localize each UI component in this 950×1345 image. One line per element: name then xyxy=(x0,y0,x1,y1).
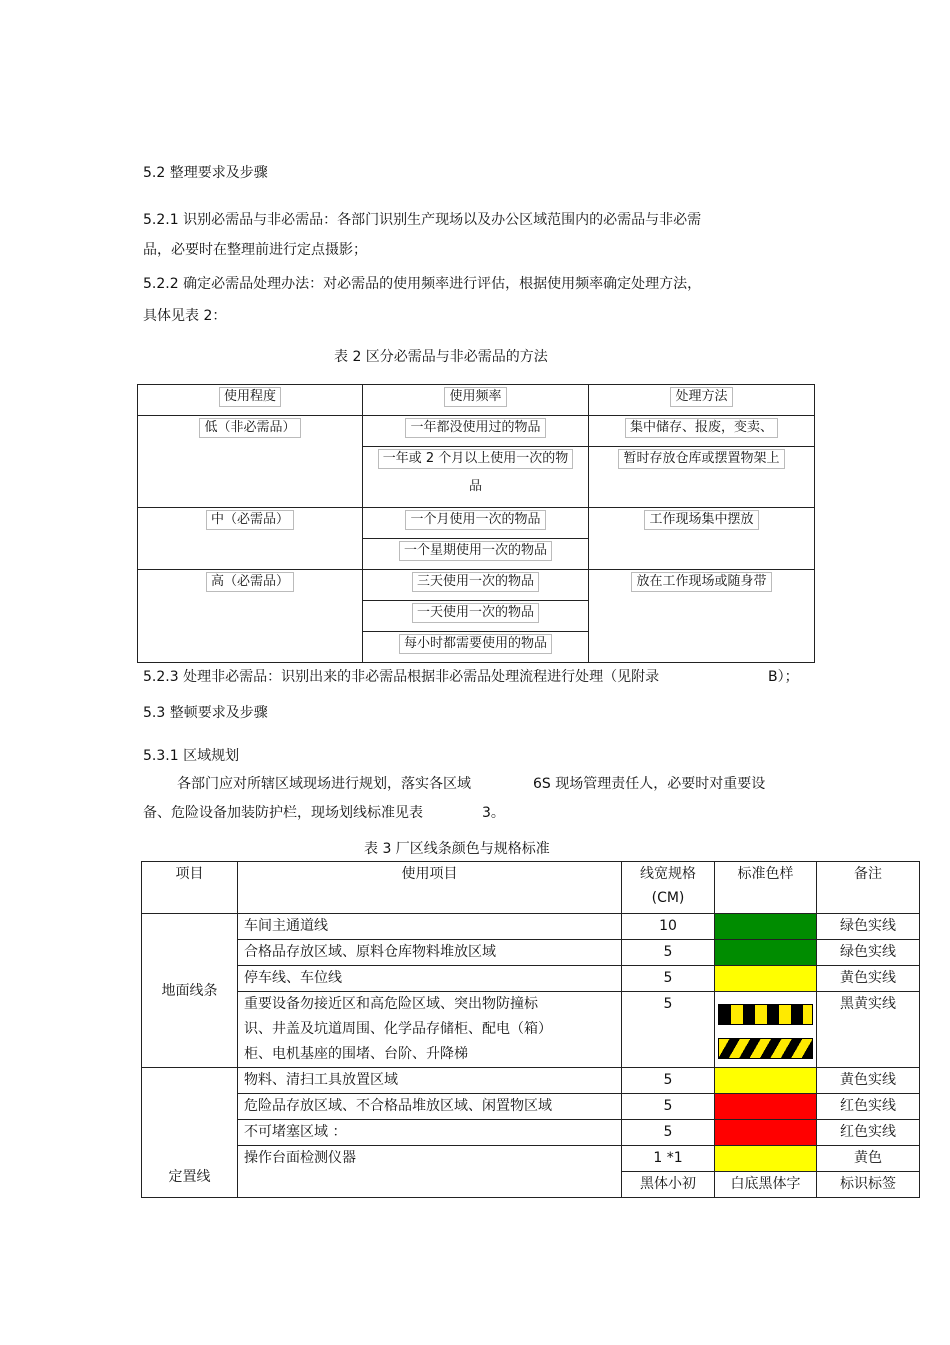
use-cell: 合格品存放区域、原料仓库物料堆放区域 xyxy=(238,940,622,966)
hazard-stripe-checker xyxy=(718,1004,813,1025)
note-cell: 红色实线 xyxy=(817,1094,920,1120)
para-5-2-2-line2: 具体见表 2： xyxy=(143,308,227,324)
para-5-3-1-line1: 各部门应对所辖区域现场进行规划，落实各区域 xyxy=(177,776,471,792)
color-cell: 白底黑体字 xyxy=(715,1172,817,1198)
para-5-2-1-line1: 5.2.1 识别必需品与非必需品：各部门识别生产现场以及办公区域范围内的必需品与非必需 xyxy=(143,212,702,228)
use-cell: 操作台面检测仪器 xyxy=(238,1146,622,1198)
note-cell: 红色实线 xyxy=(817,1120,920,1146)
table2-header-usage: 使用程度 xyxy=(219,387,281,407)
color-cell xyxy=(715,966,817,992)
table-row xyxy=(138,570,815,601)
table3-header-width xyxy=(622,862,715,914)
para-5-3-1-line2b: 3。 xyxy=(482,805,505,821)
table3-header-row xyxy=(142,862,920,914)
width-cell: 5 xyxy=(622,1068,715,1094)
color-swatch xyxy=(715,940,816,965)
table2-header-frequency: 使用频率 xyxy=(444,387,506,407)
color-cell xyxy=(715,992,817,1068)
freq-cell: 一年都没使用过的物品 xyxy=(405,418,545,438)
freq-cell: 一天使用一次的物品 xyxy=(412,603,539,623)
section-5-3-title: 5.3 整顿要求及步骤 xyxy=(143,705,268,721)
color-cell xyxy=(715,1094,817,1120)
width-cell: 5 xyxy=(622,966,715,992)
table3-header-item: 项目 xyxy=(142,862,238,914)
color-swatch xyxy=(715,1068,816,1093)
freq-cell: 三天使用一次的物品 xyxy=(412,572,539,592)
table-row xyxy=(142,966,920,992)
section-5-3-1-title: 5.3.1 区域规划 xyxy=(143,748,240,764)
width-cell: 10 xyxy=(622,914,715,940)
method-cell: 集中储存、报废，变卖、 xyxy=(625,418,778,438)
width-cell: 5 xyxy=(622,940,715,966)
hazard-stripe-swatch xyxy=(715,992,816,1066)
freq-cell: 每小时都需要使用的物品 xyxy=(399,634,552,654)
para-5-2-2-line1: 5.2.2 确定必需品处理办法：对必需品的使用频率进行评估，根据使用频率确定处理方法， xyxy=(143,276,702,292)
method-cell: 工作现场集中摆放 xyxy=(644,510,758,530)
usage-low: 低（非必需品） xyxy=(199,418,300,438)
color-swatch xyxy=(715,1094,816,1119)
use-cell: 危险品存放区域、不合格品堆放区域、闲置物区域 xyxy=(238,1094,622,1120)
group-fixed: 定置线 xyxy=(142,1068,238,1198)
table3-header-color: 标准色样 xyxy=(715,862,817,914)
use-cell: 停车线、车位线 xyxy=(238,966,622,992)
table-row xyxy=(142,1094,920,1120)
para-5-2-1-line2: 品，必要时在整理前进行定点摄影； xyxy=(143,242,367,258)
usage-high: 高（必需品） xyxy=(206,572,294,592)
freq-cell: 一个月使用一次的物品 xyxy=(405,510,545,530)
note-cell: 黑黄实线 xyxy=(817,992,920,1068)
color-swatch xyxy=(715,1146,816,1171)
table3-header-use: 使用项目 xyxy=(238,862,622,914)
color-cell xyxy=(715,1068,817,1094)
table2 xyxy=(137,384,815,663)
use-cell: 车间主通道线 xyxy=(238,914,622,940)
table-row xyxy=(142,1068,920,1094)
table-row xyxy=(142,914,920,940)
note-cell: 绿色实线 xyxy=(817,940,920,966)
table3-header-note: 备注 xyxy=(817,862,920,914)
table-row xyxy=(142,1146,920,1172)
table-row xyxy=(142,992,920,1068)
color-cell xyxy=(715,1146,817,1172)
note-cell: 绿色实线 xyxy=(817,914,920,940)
table2-caption: 表 2 区分必需品与非必需品的方法 xyxy=(334,349,548,365)
color-cell xyxy=(715,940,817,966)
use-cell xyxy=(238,992,622,1068)
table3-header-width-unit: (CM) xyxy=(651,890,685,906)
hazard-stripe-diagonal xyxy=(718,1038,813,1059)
color-cell xyxy=(715,1120,817,1146)
method-cell: 暂时存放仓库或摆置物架上 xyxy=(618,449,784,469)
color-swatch xyxy=(715,1120,816,1145)
color-swatch xyxy=(715,966,816,991)
table-row xyxy=(138,508,815,539)
section-5-2-title: 5.2 整理要求及步骤 xyxy=(143,165,268,181)
table3 xyxy=(141,861,920,1198)
width-cell: 5 xyxy=(622,1094,715,1120)
color-swatch xyxy=(715,914,816,939)
use-cell: 物料、清扫工具放置区域 xyxy=(238,1068,622,1094)
para-5-2-3-tail: B）； xyxy=(768,669,799,685)
use-cell: 不可堵塞区域 ： xyxy=(238,1120,622,1146)
width-cell: 5 xyxy=(622,992,715,1068)
width-cell: 5 xyxy=(622,1120,715,1146)
para-5-3-1-line2: 备、危险设备加装防护栏，现场划线标准见表 xyxy=(143,805,423,821)
use-cell-line3: 柜、电机基座的围堵、台阶、升降梯 xyxy=(244,1046,468,1062)
width-cell: 黑体小初 xyxy=(622,1172,715,1198)
color-cell xyxy=(715,914,817,940)
para-5-3-1-line1b: 6S 现场管理责任人，必要时对重要设 xyxy=(533,776,766,792)
note-cell: 标识标签 xyxy=(817,1172,920,1198)
note-cell: 黄色实线 xyxy=(817,966,920,992)
use-cell-line1: 重要设备勿接近区和高危险区域、突出物防撞标 xyxy=(244,996,538,1012)
usage-mid: 中（必需品） xyxy=(206,510,294,530)
freq-cell: 一年或 2 个月以上使用一次的物 xyxy=(378,449,574,469)
para-5-2-3: 5.2.3 处理非必需品：识别出来的非必需品根据非必需品处理流程进行处理（见附录 xyxy=(143,669,660,685)
note-cell: 黄色实线 xyxy=(817,1068,920,1094)
note-cell: 黄色 xyxy=(817,1146,920,1172)
width-cell: 1 *1 xyxy=(622,1146,715,1172)
freq-cell: 一个星期使用一次的物品 xyxy=(399,541,552,561)
freq-cell-cont: 品 xyxy=(468,479,482,494)
table2-header-row xyxy=(138,385,815,416)
method-cell: 放在工作现场或随身带 xyxy=(631,572,771,592)
table2-header-method: 处理方法 xyxy=(670,387,732,407)
group-ground: 地面线条 xyxy=(142,914,238,1068)
table3-caption: 表 3 厂区线条颜色与规格标准 xyxy=(364,841,550,857)
use-cell-line2: 识、井盖及坑道周围、化学品存储柜、配电（箱） xyxy=(244,1021,552,1037)
table3-header-width-label: 线宽规格 xyxy=(640,866,696,882)
table-row xyxy=(142,1120,920,1146)
table-row xyxy=(142,940,920,966)
table-row xyxy=(138,416,815,447)
